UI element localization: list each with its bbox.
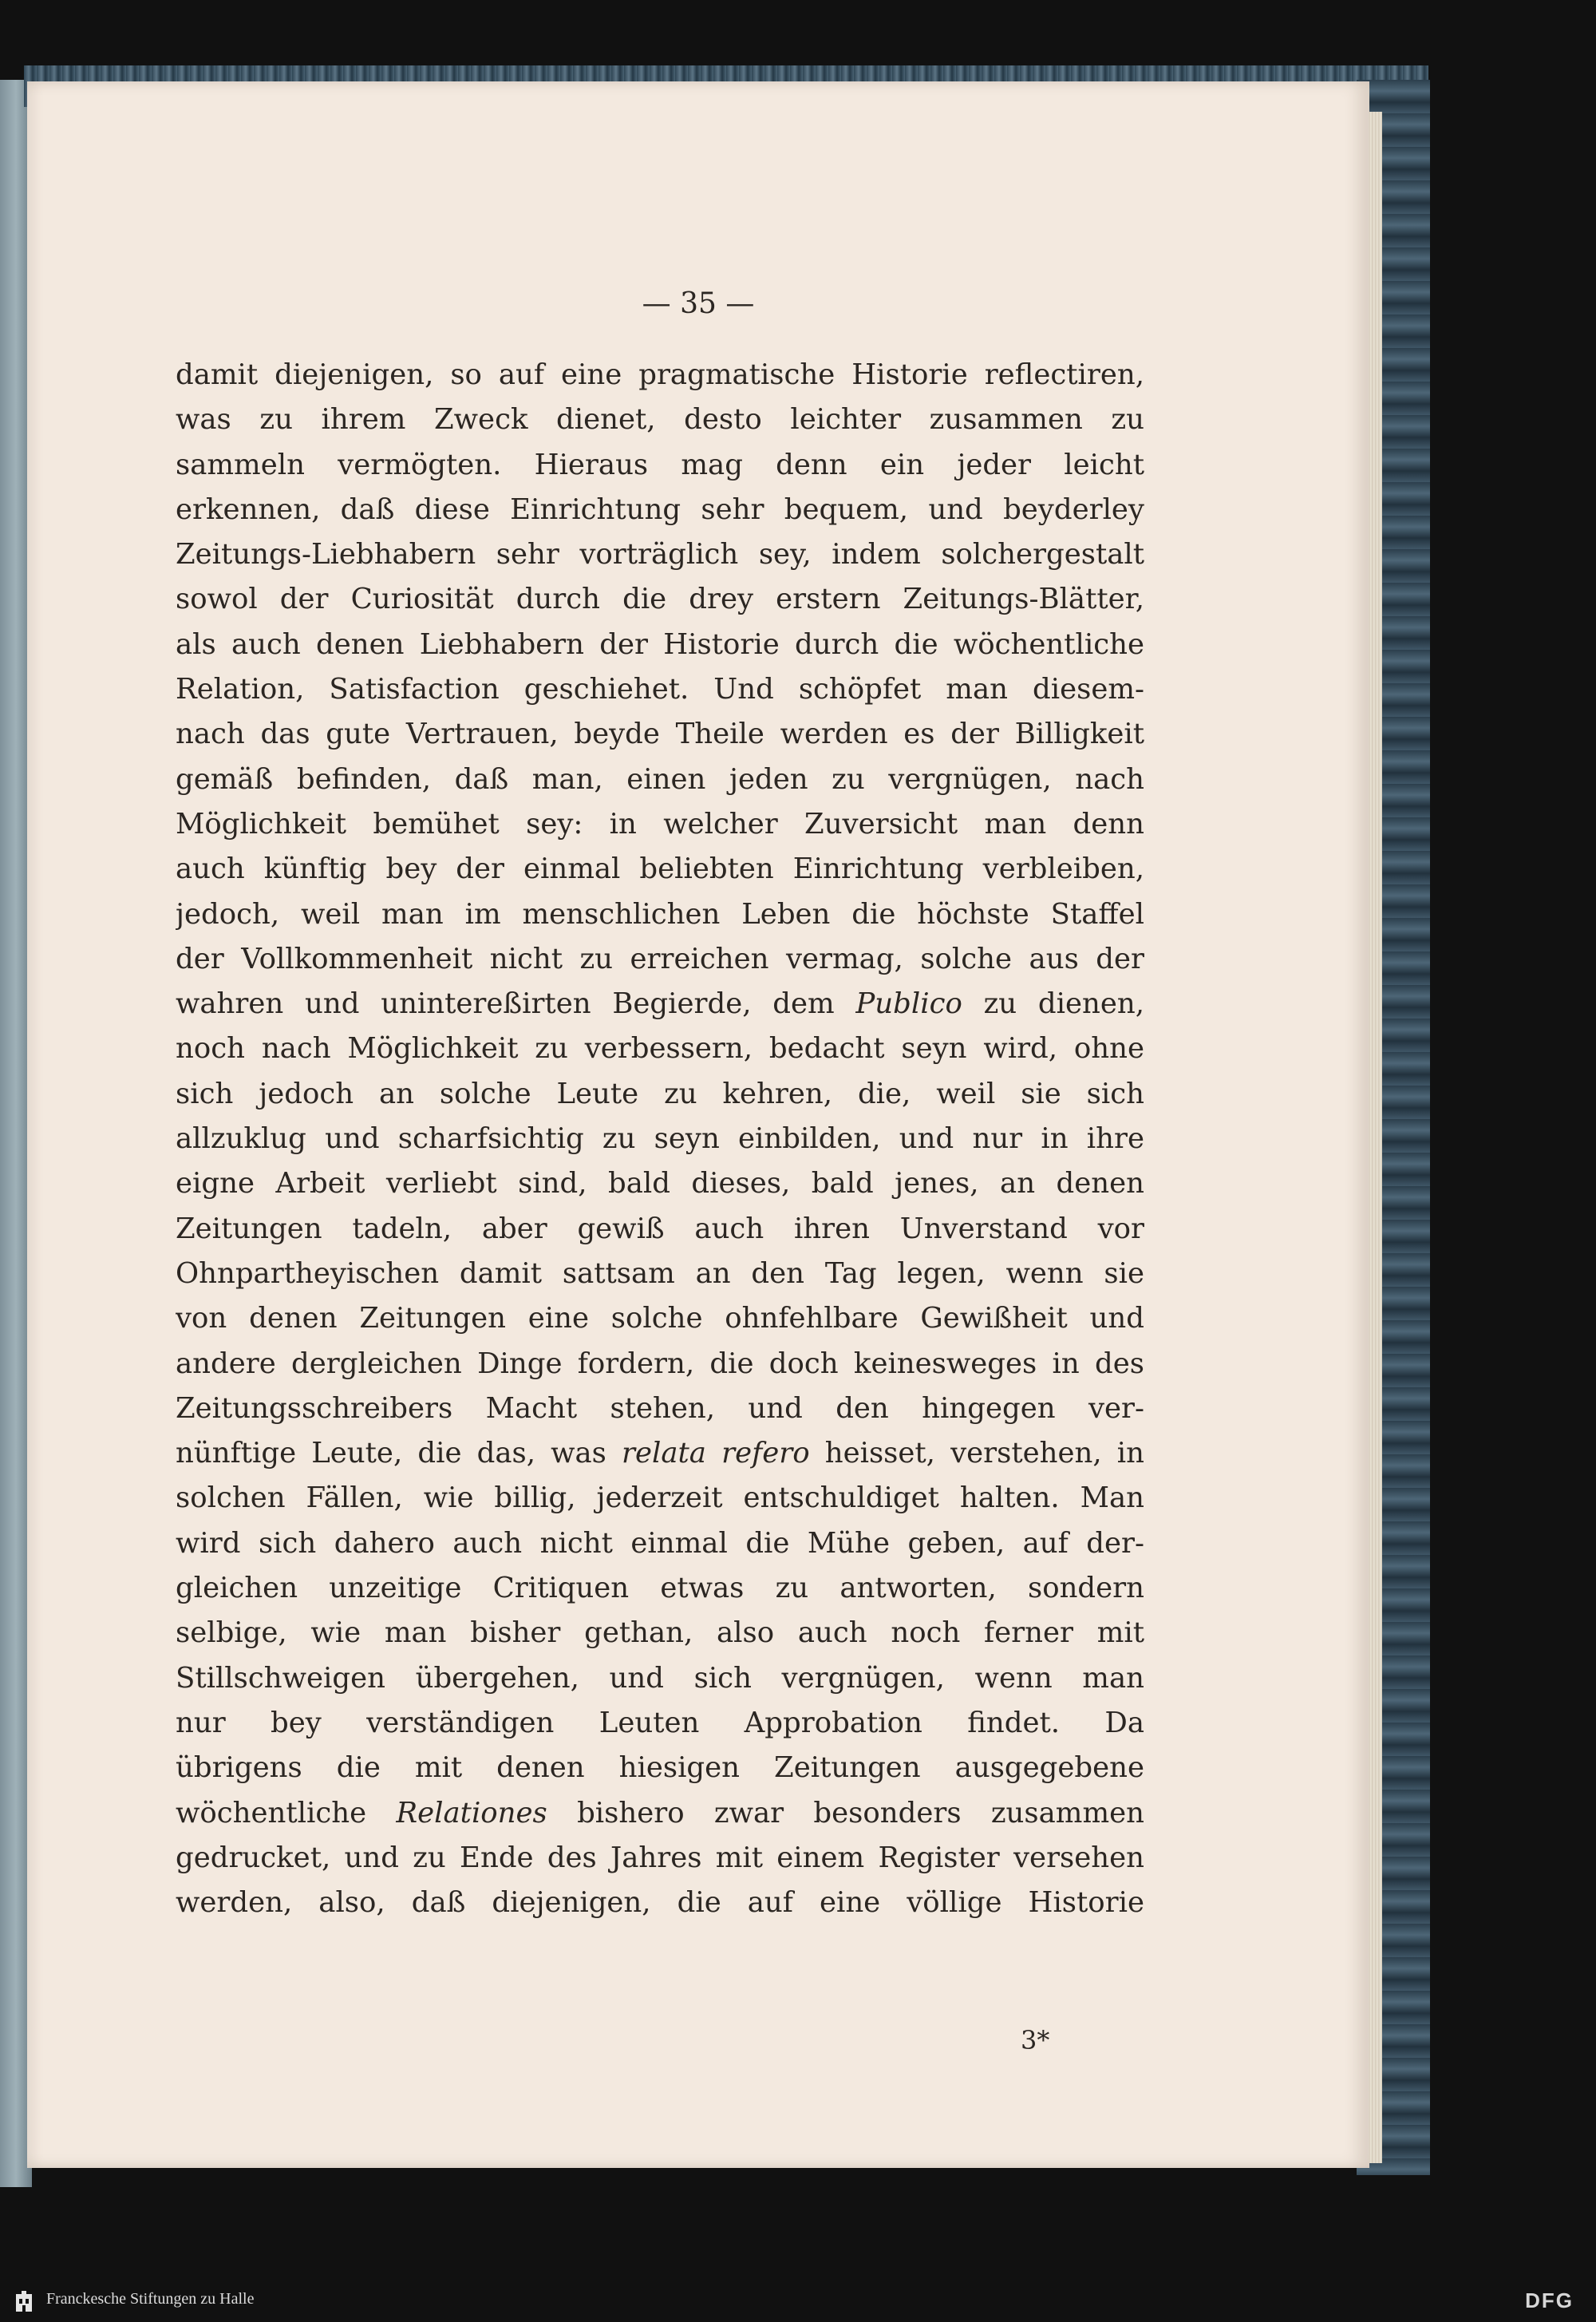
text-line: wird sich dahero auch nicht einmal die Mühe geben, auf der- bbox=[176, 1526, 1144, 1560]
text-line bbox=[176, 1791, 1144, 1836]
text-segment: heisset, verstehen, in bbox=[809, 1437, 1144, 1470]
text-line: andere dergleichen Dinge fordern, die doch keinesweges in des bbox=[176, 1347, 1144, 1380]
francke-foundation-logo-icon bbox=[14, 2291, 34, 2313]
text-line: was zu ihrem Zweck dienet, desto leichter zusammen zu bbox=[176, 403, 1144, 437]
text-segment: wöchentliche bbox=[176, 1796, 397, 1830]
text-segment: zu dienen, bbox=[962, 987, 1144, 1021]
signature-mark: 3* bbox=[1021, 2025, 1050, 2055]
text-line: allzuklug und scharfsichtig zu seyn einbilden, und nur in ihre bbox=[176, 1122, 1144, 1156]
footer-credit: Franckesche Stiftungen zu Halle bbox=[46, 2290, 255, 2308]
text-line: eigne Arbeit verliebt sind, bald dieses, bald jenes, an denen bbox=[176, 1167, 1144, 1201]
dfg-logo: DFG bbox=[1525, 2288, 1574, 2312]
text-line: jedoch, weil man im menschlichen Leben die höchste Staffel bbox=[176, 897, 1144, 931]
text-segment: wahren und unintereßirten Begierde, dem bbox=[176, 987, 856, 1021]
text-line: Möglichkeit bemühet sey: in welcher Zuversicht man denn bbox=[176, 807, 1144, 841]
page-number-header: — 35 — bbox=[642, 287, 755, 320]
text-line: damit diejenigen, so auf eine pragmatische Historie reflectiren, bbox=[176, 358, 1144, 391]
text-line: Zeitungsschreibers Macht stehen, und den hingegen ver- bbox=[176, 1391, 1144, 1425]
text-line: sich jedoch an solche Leute zu kehren, die, weil sie sich bbox=[176, 1077, 1144, 1110]
text-line: selbige, wie man bisher gethan, also auch noch ferner mit bbox=[176, 1616, 1144, 1650]
text-line: auch künftig bey der einmal beliebten Einrichtung verbleiben, bbox=[176, 852, 1144, 886]
text-line: noch nach Möglichkeit zu verbessern, bedacht seyn wird, ohne bbox=[176, 1032, 1144, 1066]
text-line bbox=[176, 1431, 1144, 1476]
body-text bbox=[176, 353, 1144, 1925]
text-segment: nünftige Leute, die das, was bbox=[176, 1437, 622, 1470]
text-line: sammeln vermögten. Hieraus mag denn ein jeder leicht bbox=[176, 448, 1144, 481]
text-line: der Vollkommenheit nicht zu erreichen vermag, solche aus der bbox=[176, 942, 1144, 975]
italic-term: relata refero bbox=[622, 1437, 810, 1470]
text-segment: bishero zwar besonders zusammen bbox=[547, 1796, 1144, 1830]
book-page bbox=[27, 81, 1369, 2168]
text-line: Relation, Satisfaction geschiehet. Und schöpfet man diesem- bbox=[176, 673, 1144, 706]
text-line: nur bey verständigen Leuten Approbation findet. Da bbox=[176, 1706, 1144, 1739]
text-line: Zeitungen tadeln, aber gewiß auch ihren Unverstand vor bbox=[176, 1212, 1144, 1245]
footer-bar bbox=[0, 2281, 1596, 2322]
text-line: Zeitungs-Liebhabern sehr vorträglich sey, indem solchergestalt bbox=[176, 538, 1144, 572]
text-line: nach das gute Vertrauen, beyde Theile werden es der Billigkeit bbox=[176, 718, 1144, 751]
text-line: Ohnpartheyischen damit sattsam an den Tag legen, wenn sie bbox=[176, 1256, 1144, 1290]
text-line: als auch denen Liebhabern der Historie durch die wöchentliche bbox=[176, 627, 1144, 661]
text-line: gemäß befinden, daß man, einen jeden zu vergnügen, nach bbox=[176, 762, 1144, 796]
text-line: Stillschweigen übergehen, und sich vergnügen, wenn man bbox=[176, 1661, 1144, 1695]
text-line: gleichen unzeitige Critiquen etwas zu antworten, sondern bbox=[176, 1572, 1144, 1605]
text-line bbox=[176, 982, 1144, 1027]
text-line: solchen Fällen, wie billig, jederzeit entschuldiget halten. Man bbox=[176, 1481, 1144, 1515]
italic-term: Relationes bbox=[396, 1796, 547, 1830]
text-line: übrigens die mit denen hiesigen Zeitungen ausgegebene bbox=[176, 1751, 1144, 1785]
italic-term: Publico bbox=[855, 987, 962, 1021]
text-line: sowol der Curiosität durch die drey erstern Zeitungs-Blätter, bbox=[176, 583, 1144, 616]
text-line: von denen Zeitungen eine solche ohnfehlbare Gewißheit und bbox=[176, 1302, 1144, 1335]
text-line: gedrucket, und zu Ende des Jahres mit einem Register versehen bbox=[176, 1841, 1144, 1874]
text-line: werden, also, daß diejenigen, die auf eine völlige Historie bbox=[176, 1886, 1144, 1920]
text-line: erkennen, daß diese Einrichtung sehr bequem, und beyderley bbox=[176, 492, 1144, 526]
